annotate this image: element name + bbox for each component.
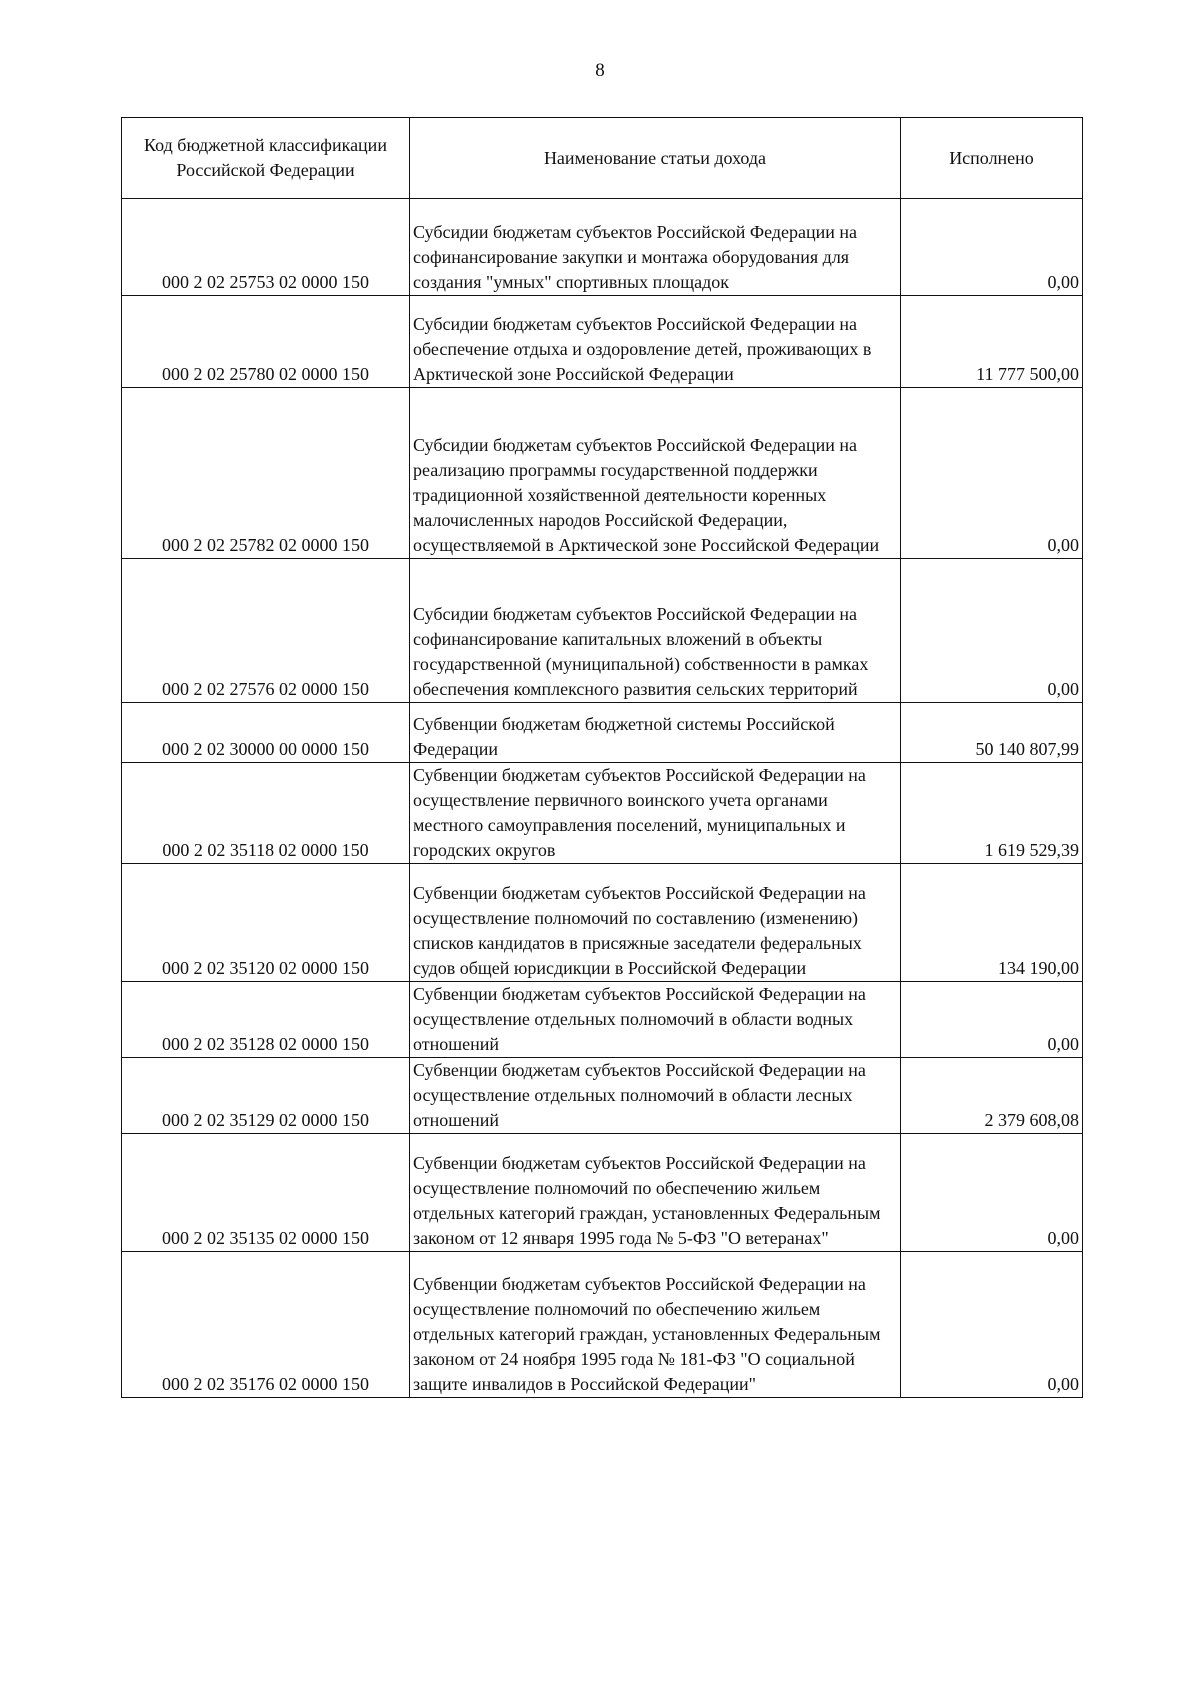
table-row <box>122 559 1083 703</box>
row-amount-cell: 0,00 <box>901 559 1083 703</box>
row-name-cell: Субвенции бюджетам субъектов Российской Федерации на осуществление полномочий по составлению (изменению) списков кандидатов в присяжные заседатели федеральных судов общей юрисдикции в Российской Федерации <box>410 864 901 982</box>
row-name-cell: Субсидии бюджетам субъектов Российской Федерации на реализацию программы государственной поддержки традиционной хозяйственной деятельности коренных малочисленных народов Российской Федерации, осуществляемой в Арктической зоне Российской Федерации <box>410 388 901 559</box>
table-row <box>122 199 1083 296</box>
row-name-cell: Субвенции бюджетам субъектов Российской Федерации на осуществление первичного воинского учета органами местного самоуправления поселений, муниципальных и городских округов <box>410 763 901 864</box>
page-number: 8 <box>595 60 605 81</box>
row-amount-cell: 0,00 <box>901 1252 1083 1398</box>
row-name-cell: Субвенции бюджетам субъектов Российской Федерации на осуществление полномочий по обеспечению жильем отдельных категорий граждан, установленных Федеральным законом от 12 января 1995 года № 5-ФЗ "О ветеранах" <box>410 1134 901 1252</box>
row-name-cell: Субвенции бюджетам бюджетной системы Российской Федерации <box>410 703 901 763</box>
table-row <box>122 703 1083 763</box>
row-code-cell: 000 2 02 35120 02 0000 150 <box>122 864 410 982</box>
table-row <box>122 864 1083 982</box>
row-name-cell: Субвенции бюджетам субъектов Российской Федерации на осуществление полномочий по обеспечению жильем отдельных категорий граждан, установленных Федеральным законом от 24 ноября 1995 года № 181-ФЗ "О социальной защите инвалидов в Российской Федерации" <box>410 1252 901 1398</box>
row-amount-cell: 0,00 <box>901 199 1083 296</box>
row-amount-cell: 11 777 500,00 <box>901 296 1083 388</box>
row-code-cell: 000 2 02 25753 02 0000 150 <box>122 199 410 296</box>
row-code-cell: 000 2 02 25782 02 0000 150 <box>122 388 410 559</box>
table-row <box>122 763 1083 864</box>
header-row <box>122 118 1083 199</box>
table-row <box>122 982 1083 1058</box>
row-name-cell: Субсидии бюджетам субъектов Российской Федерации на софинансирование закупки и монтажа оборудования для создания "умных" спортивных площадок <box>410 199 901 296</box>
header-code: Код бюджетной классификации Российской Федерации <box>122 118 410 199</box>
row-code-cell: 000 2 02 27576 02 0000 150 <box>122 559 410 703</box>
table-row <box>122 1134 1083 1252</box>
row-amount-cell: 2 379 608,08 <box>901 1058 1083 1134</box>
row-amount-cell: 50 140 807,99 <box>901 703 1083 763</box>
header-amount: Исполнено <box>901 118 1083 199</box>
row-code-cell: 000 2 02 30000 00 0000 150 <box>122 703 410 763</box>
budget-table <box>121 117 1083 1398</box>
row-code-cell: 000 2 02 35118 02 0000 150 <box>122 763 410 864</box>
header-name: Наименование статьи дохода <box>410 118 901 199</box>
row-code-cell: 000 2 02 35129 02 0000 150 <box>122 1058 410 1134</box>
table-row <box>122 296 1083 388</box>
row-amount-cell: 134 190,00 <box>901 864 1083 982</box>
row-name-cell: Субвенции бюджетам субъектов Российской Федерации на осуществление отдельных полномочий в области водных отношений <box>410 982 901 1058</box>
row-name-cell: Субсидии бюджетам субъектов Российской Федерации на софинансирование капитальных вложений в объекты государственной (муниципальной) собственности в рамках обеспечения комплексного развития сельских территорий <box>410 559 901 703</box>
row-code-cell: 000 2 02 35176 02 0000 150 <box>122 1252 410 1398</box>
table-body <box>122 199 1083 1398</box>
row-amount-cell: 0,00 <box>901 388 1083 559</box>
row-code-cell: 000 2 02 35128 02 0000 150 <box>122 982 410 1058</box>
table-row <box>122 1252 1083 1398</box>
row-code-cell: 000 2 02 25780 02 0000 150 <box>122 296 410 388</box>
table-header <box>122 118 1083 199</box>
row-name-cell: Субвенции бюджетам субъектов Российской Федерации на осуществление отдельных полномочий в области лесных отношений <box>410 1058 901 1134</box>
row-amount-cell: 1 619 529,39 <box>901 763 1083 864</box>
row-name-cell: Субсидии бюджетам субъектов Российской Федерации на обеспечение отдыха и оздоровление детей, проживающих в Арктической зоне Российской Федерации <box>410 296 901 388</box>
row-amount-cell: 0,00 <box>901 1134 1083 1252</box>
row-amount-cell: 0,00 <box>901 982 1083 1058</box>
row-code-cell: 000 2 02 35135 02 0000 150 <box>122 1134 410 1252</box>
table-row <box>122 388 1083 559</box>
table-row <box>122 1058 1083 1134</box>
